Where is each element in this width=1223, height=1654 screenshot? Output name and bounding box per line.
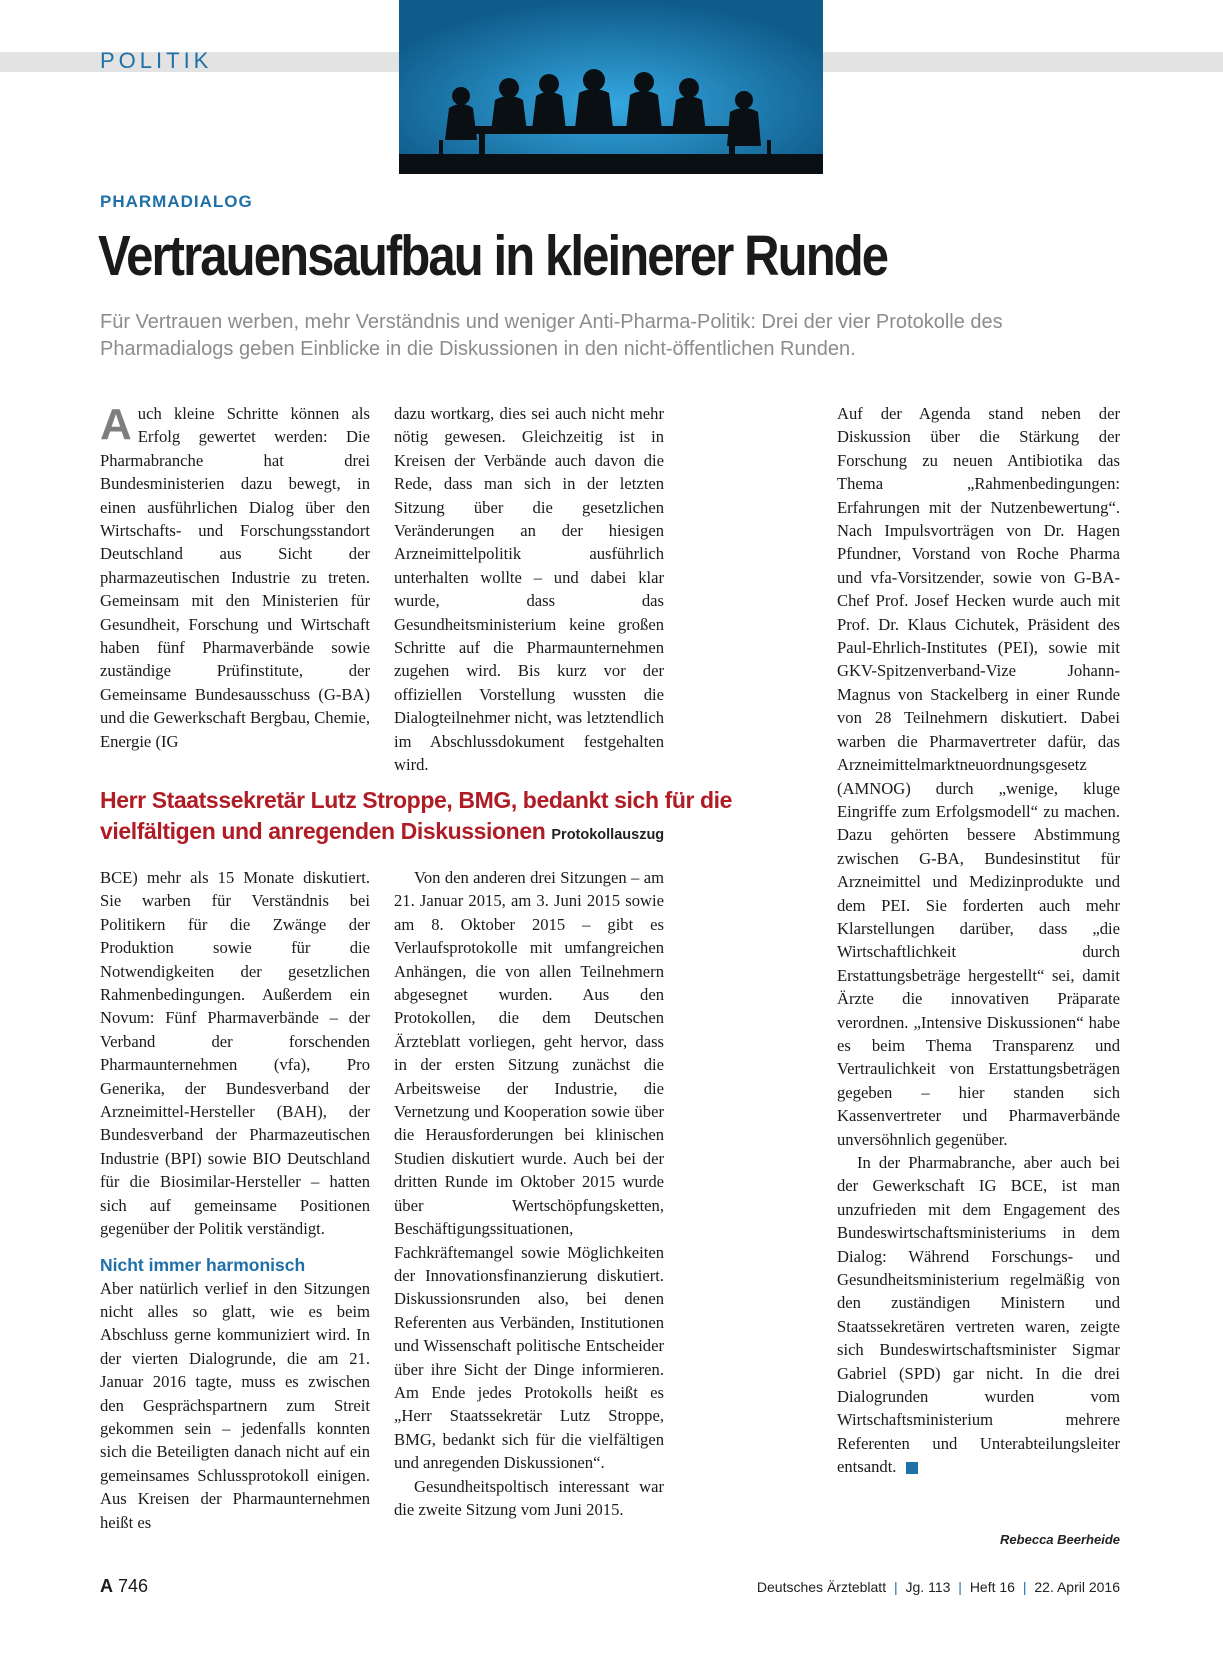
journal-date: 22. April 2016 bbox=[1034, 1579, 1120, 1595]
header-photo bbox=[399, 0, 823, 174]
section-label: POLITIK bbox=[100, 48, 213, 73]
headline: Vertrauensaufbau in kleinerer Runde bbox=[98, 224, 888, 288]
end-mark-icon bbox=[906, 1462, 918, 1474]
body-text: dazu wortkarg, dies sei auch nicht mehr nötig gewesen. Gleichzeitig ist in Kreisen der Verbände auch davon die Rede, dass man sich in der letzten Sitzung über die gesetzlichen Veränderungen an der hiesigen Arzneimittelpolitik ausführlich unterhalten wollte – und dabei klar wurde, dass das Gesundheitsministerium keine großen Schritte auf die Pharmaunternehmen zugehen wird. Bis kurz vor der offiziellen Vorstellung wussten die Dialogteilnehmer nicht, was letztendlich im Abschlussdokument festgehalten wird. bbox=[394, 404, 664, 775]
pull-quote-source: Protokollauszug bbox=[551, 827, 665, 843]
column-2-top bbox=[394, 402, 664, 777]
footer-separator: | bbox=[1022, 1579, 1027, 1595]
dropcap: A bbox=[100, 400, 132, 449]
footer-separator: | bbox=[893, 1579, 898, 1595]
subheading: Nicht immer harmonisch bbox=[100, 1254, 306, 1275]
footer-separator: | bbox=[958, 1579, 962, 1595]
body-text: Von den anderen drei Sitzungen – am 21. Januar 2015, am 3. Juni 2015 sowie am 8. Oktober 2015 – gibt es Verlaufsprotokolle mit umfangreichen Anhängen, die von allen Teilnehmern abgesegnet wurden. Aus den Protokollen, die dem Deutschen Ärzteblatt vorliegen, geht hervor, dass in der ersten Sitzung zunächst die Arbeitsweise der Industrie, die Vernetzung und Kooperation sowie über die Herausforderungen bei klinischen Studien diskutiert wurde. Auch bei der dritten Runde im Oktober 2015 wurde über Wertschöpfungsketten, Beschäftigungssituationen, Fachkräftemangel sowie Möglichkeiten der Innovationsfinanzierung diskutiert. Diskussionsrunden also, bei denen Referenten aus Verbänden, Institutionen und Wissenschaft politische Entscheider über ihre Sicht der Dinge informieren. Am Ende jedes Protokolls heißt es „Herr Staatssekretär Lutz Stroppe, BMG, bedankt sich für die vielfältigen und anregenden Diskussionen“. bbox=[394, 868, 664, 1473]
subhead: Für Vertrauen werben, mehr Verständnis und weniger Anti-Pharma-Politik: Drei der vier Protokolle des Pharmadialogs geben Einblicke in die Diskussionen in den nicht-öffentlichen Runden. bbox=[100, 311, 1003, 360]
body-text: Gesundheitspoltisch interessant war die zweite Sitzung vom Juni 2015. bbox=[394, 1476, 664, 1519]
author: Rebecca Beerheide bbox=[1000, 1532, 1120, 1547]
column-1-bottom bbox=[100, 866, 370, 1534]
body-text: BCE) mehr als 15 Monate diskutiert. Sie warben für Verständnis bei Politikern für die Zwänge der Produktion sowie für die Notwendigkeiten der gesetzlichen Rahmenbedingungen. Außerdem ein Novum: Fünf Pharmaverbände – der Verband der forschenden Pharmaunternehmen (vfa), Pro Generika, der Bundesverband der Arzneimittel-Hersteller (BAH), der Bundesverband der Pharmazeutischen Industrie (BPI) sowie BIO Deutschland für die Biosimilar-Hersteller – hatten sich auf gemeinsame Positionen gegenüber der Politik verständigt. bbox=[100, 868, 370, 1239]
body-text: Aber natürlich verlief in den Sitzungen nicht alles so glatt, wie es beim Abschluss gerne kommuniziert wird. In der vierten Dialogrunde, die am 21. Januar 2016 tagte, muss es zwischen den Gesprächspartnern zum Streit gekommen sein – jedenfalls konnten sich die Beteiligten danach nicht auf ein gemeinsames Schlussprotokoll einigen. Aus Kreisen der Pharmaunternehmen heißt es bbox=[100, 1278, 370, 1532]
journal-footer bbox=[700, 1579, 1120, 1595]
page-number bbox=[100, 1576, 148, 1597]
body-text: In der Pharmabranche, aber auch bei der Gewerkschaft IG BCE, ist man unzufrieden mit dem Engagement des Bundeswirtschaftsministeriums in dem Dialog: Während Forschungs- und Gesundheitsministerium regelmäßig von den zuständigen Ministern und Staatssekretären vertreten waren, zeigte sich Bundeswirtschaftsminister Sigmar Gabriel (SPD) gar nicht. In die drei Dialogrunden wurden vom Wirtschaftsministerium mehrere Referenten und Unterabteilungsleiter entsandt. bbox=[837, 1153, 1120, 1477]
journal-name: Deutsches Ärzteblatt bbox=[756, 1579, 887, 1595]
column-1-top bbox=[100, 402, 370, 753]
pull-quote-text: Herr Staatssekretär Lutz Stroppe, BMG, bedankt sich für die vielfältigen und anregenden Diskussionen bbox=[100, 787, 733, 844]
column-2-bottom bbox=[394, 866, 664, 1521]
body-text: uch kleine Schritte können als Erfolg gewertet werden: Die Pharmabranche hat drei Bundesministerien dazu bewegt, in einen ausführlichen Dialog über den Wirtschafts- und Forschungsstandort Deutschland aus Sicht der pharmazeutischen Industrie zu treten. Gemeinsam mit den Ministerien für Gesundheit, Forschung und Wirtschaft haben fünf Pharmaverbände sowie zuständige Prüfinstitute, der Gemeinsame Bundesausschuss (G-BA) und die Gewerkschaft Bergbau, Chemie, Energie (IG bbox=[100, 404, 370, 751]
journal-volume: Jg. 113 bbox=[905, 1579, 951, 1595]
meeting-silhouette-image bbox=[399, 0, 823, 174]
column-3 bbox=[837, 402, 1120, 1479]
body-text: Auf der Agenda stand neben der Diskussion über die Stärkung der Forschung zu neuen Antibiotika das Thema „Rahmenbedingungen: Erfahrungen mit der Nutzenbewertung“. Nach Impulsvorträgen von Dr. Hagen Pfundner, Vorstand von Roche Pharma und vfa-Vorsitzender, sowie von G-BA-Chef Prof. Josef Hecken wurde auch mit Prof. Dr. Klaus Cichutek, Präsident des Paul-Ehrlich-Institutes (PEI), sowie mit GKV-Spitzenverband-Vize Johann-Magnus von Stackelberg in einer Runde von 28 Teilnehmern diskutiert. Dabei warben die Pharmavertreter dafür, das Arzneimittelmarktneuordnungsgesetz (AMNOG) durch „wenige, kluge Eingriffe zum Erfolgsmodell“ zu machen. Dazu gehörten bessere Abstimmung zwischen G-BA, Bundesinstitut für Arzneimittel und Medizinprodukte und dem PEI. Sie forderten auch mehr Klarstellungen darüber, dass „die Wirtschaftlichkeit durch Erstattungsbeträge hergestellt“ sei, damit Ärzte die innovativen Präparate verordnen. „Intensive Diskussionen“ habe es beim Thema Transparenz und Vertraulichkeit von Erstattungsbeträgen gegeben – hier standen sich Kassenvertreter und Pharmaverbände unversöhnlich gegenüber. bbox=[837, 404, 1120, 1149]
kicker: PHARMADIALOG bbox=[100, 192, 253, 211]
pull-quote bbox=[100, 785, 820, 851]
page-prefix: A bbox=[100, 1576, 113, 1596]
page-number-value: 746 bbox=[118, 1576, 149, 1596]
journal-issue: Heft 16 bbox=[969, 1579, 1015, 1595]
